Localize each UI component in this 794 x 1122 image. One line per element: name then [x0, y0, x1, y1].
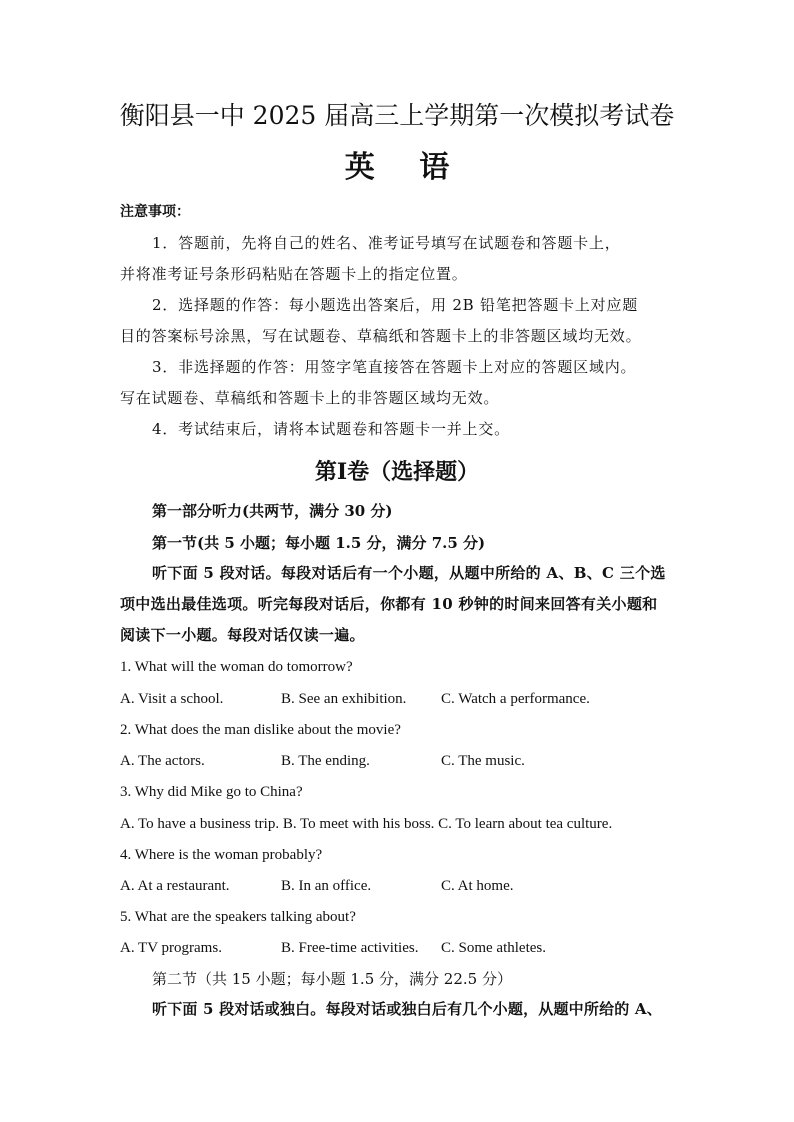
- question-3: 3. Why did Mike go to China?: [120, 784, 303, 800]
- question-1: 1. What will the woman do tomorrow?: [120, 659, 353, 675]
- notice-line: 并将准考证号条形码粘贴在答题卡上的指定位置。: [120, 265, 468, 283]
- question-4-option-a: A. At a restaurant.: [120, 878, 230, 894]
- notice-heading: 注意事项：: [120, 204, 190, 220]
- question-2: 2. What does the man dislike about the movie?: [120, 722, 401, 738]
- question-5-option-c: C. Some athletes.: [441, 940, 546, 956]
- notice-line: 1．答题前，先将自己的姓名、准考证号填写在试题卷和答题卡上，: [152, 234, 621, 252]
- volume-title: 第Ⅰ卷（选择题）: [314, 459, 480, 485]
- notice-line: 4．考试结束后，请将本试题卷和答题卡一并上交。: [152, 420, 510, 438]
- question-5-option-a: A. TV programs.: [120, 940, 222, 956]
- subject-title: 英 语: [344, 150, 450, 185]
- question-2-option-c: C. The music.: [441, 753, 525, 769]
- exam-title: 衡阳县一中 2025 届高三上学期第一次模拟考试卷: [119, 101, 675, 130]
- question-1-option-b: B. See an exhibition.: [281, 691, 407, 707]
- instruction-line: 听下面 5 段对话。每段对话后有一个小题，从题中所给的 A、B、C 三个选: [152, 564, 666, 582]
- notice-list: [120, 228, 680, 445]
- listening-instructions: [120, 558, 680, 651]
- question-2-option-b: B. The ending.: [281, 753, 370, 769]
- question-1-option-a: A. Visit a school.: [120, 691, 224, 707]
- section-two-title: 第二节（共 15 小题；每小题 1.5 分，满分 22.5 分）: [152, 970, 512, 988]
- question-3-options: A. To have a business trip. B. To meet with his boss. C. To learn about tea culture.: [120, 816, 613, 832]
- question-2-option-a: A. The actors.: [120, 753, 205, 769]
- question-5-option-b: B. Free-time activities.: [281, 940, 419, 956]
- question-4: 4. Where is the woman probably?: [120, 847, 323, 863]
- notice-line: 2．选择题的作答：每小题选出答案后，用 2B 铅笔把答题卡上对应题: [152, 296, 639, 314]
- question-4-option-c: C. At home.: [441, 878, 514, 894]
- question-4-option-b: B. In an office.: [281, 878, 372, 894]
- section-two-instruction: 听下面 5 段对话或独白。每段对话或独白后有几个小题，从题中所给的 A、: [152, 1000, 662, 1018]
- question-1-option-c: C. Watch a performance.: [441, 691, 590, 707]
- part-one-title: 第一部分听力(共两节，满分 30 分): [152, 502, 393, 520]
- instruction-line: 阅读下一小题。每段对话仅读一遍。: [120, 626, 365, 644]
- notice-line: 写在试题卷、草稿纸和答题卡上的非答题区域均无效。: [120, 389, 500, 407]
- instruction-line: 项中选出最佳选项。听完每段对话后，你都有 10 秒钟的时间来回答有关小题和: [120, 595, 658, 613]
- notice-line: 目的答案标号涂黑，写在试题卷、草稿纸和答题卡上的非答题区域均无效。: [120, 327, 642, 345]
- section-one-title: 第一节(共 5 小题；每小题 1.5 分，满分 7.5 分): [152, 534, 486, 552]
- notice-line: 3．非选择题的作答：用签字笔直接答在答题卡上对应的答题区域内。: [152, 358, 637, 376]
- question-5: 5. What are the speakers talking about?: [120, 909, 356, 925]
